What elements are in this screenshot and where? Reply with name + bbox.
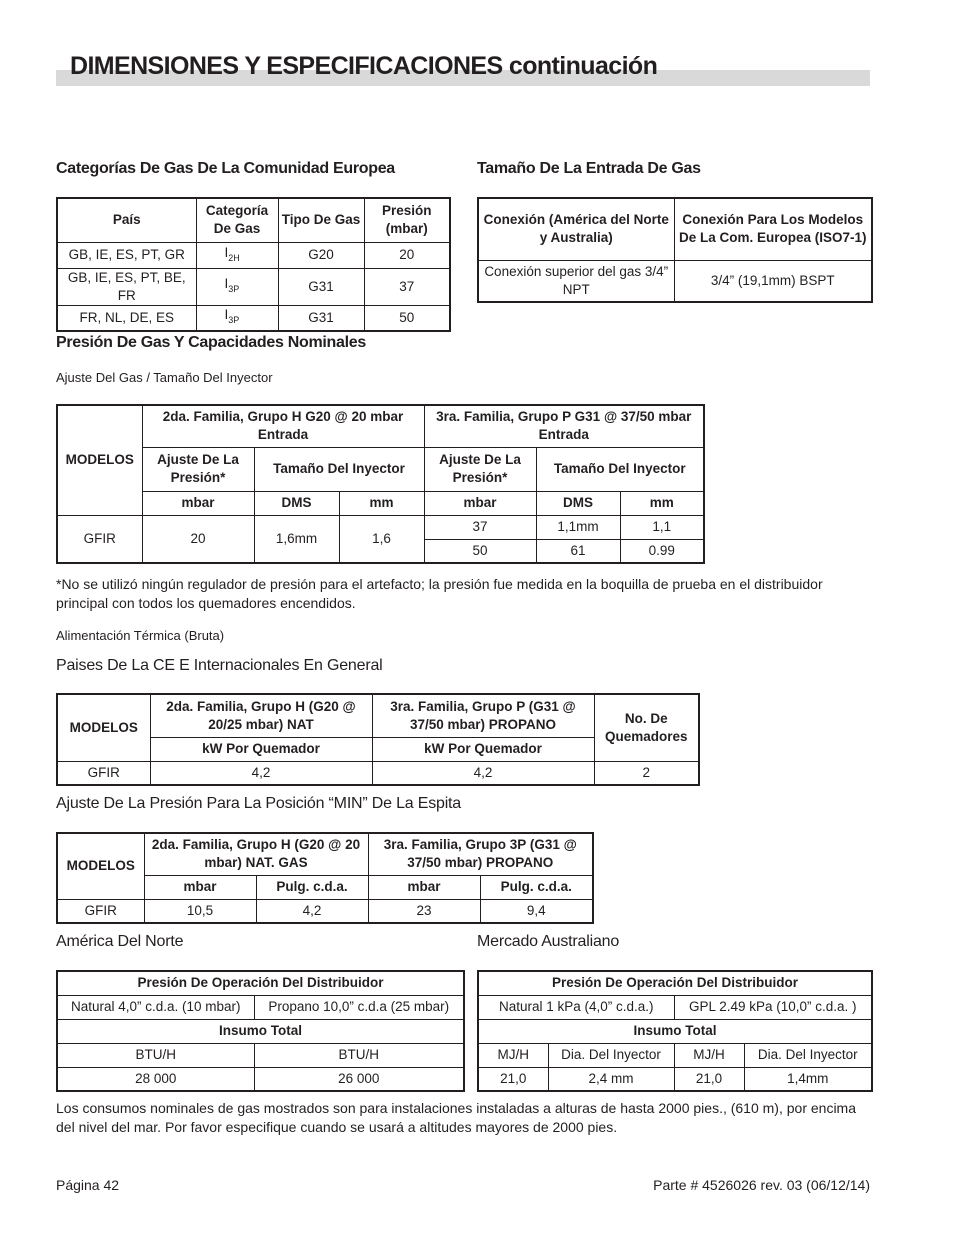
cell-cat-sub: 3P xyxy=(228,315,240,326)
na-heading: América Del Norte xyxy=(56,933,184,950)
cell-type: G31 xyxy=(278,268,364,305)
cell-unit: Dia. Del Inyector xyxy=(744,1043,872,1067)
header-ajuste: Ajuste De La Presión* xyxy=(142,447,254,491)
header-presion-operacion: Presión De Operación Del Distribuidor xyxy=(57,971,464,995)
inlet-table xyxy=(477,197,873,303)
cell-propano-mbar: 23 xyxy=(368,899,480,923)
cell-country: GB, IE, ES, PT, BE, FR xyxy=(57,268,196,305)
header-tamano: Tamaño Del Inyector xyxy=(536,447,704,491)
header-dms: DMS xyxy=(536,491,620,515)
header-pulg: Pulg. c.d.a. xyxy=(480,875,593,899)
header-insumo-total: Insumo Total xyxy=(57,1019,464,1043)
part-number: Parte # 4526026 rev. 03 (06/12/14) xyxy=(653,1177,870,1193)
cell-cat: I xyxy=(224,244,229,260)
header-presion-operacion: Presión De Operación Del Distribuidor xyxy=(478,971,872,995)
cell-value: 2,4 mm xyxy=(548,1067,674,1091)
header-fam3: 3ra. Familia, Grupo 3P (G31 @ 37/50 mbar) PROPANO xyxy=(368,833,593,875)
cell-value: 21,0 xyxy=(674,1067,744,1091)
header-conexion-eu: Conexión Para Los Modelos De La Com. Europea (ISO7-1) xyxy=(674,198,872,260)
cell-g31-dms: 61 xyxy=(536,539,620,563)
cell-unit: MJ/H xyxy=(674,1043,744,1067)
header-kw: kW Por Quemador xyxy=(372,737,594,761)
cell-unit: Dia. Del Inyector xyxy=(548,1043,674,1067)
table-row xyxy=(57,515,704,539)
cell-model: GFIR xyxy=(57,899,144,923)
cell-cat: I xyxy=(224,307,229,323)
header-fam2: 2da. Familia, Grupo H (G20 @ 20/25 mbar) NAT xyxy=(150,694,372,737)
altitude-note: Los consumos nominales de gas mostrados son para instalaciones instaladas a alturas de hasta 2000 pies., (610 m), por encima del nivel del mar. Por favor especifique cuando se usará a altitudes mayores de 2000 pies. xyxy=(56,1100,857,1135)
header-dms: DMS xyxy=(254,491,339,515)
cell-cat: I xyxy=(224,276,229,291)
cell-kw-propano: 4,2 xyxy=(372,761,594,785)
cell-natural: Natural 1 kPa (4,0” c.d.a.) xyxy=(478,995,674,1019)
header-insumo-total: Insumo Total xyxy=(478,1019,872,1043)
cell-g20-dms: 1,6mm xyxy=(254,515,339,563)
cell-g31-mbar: 50 xyxy=(424,539,536,563)
header-presion: Presión (mbar) xyxy=(364,198,450,242)
table-row xyxy=(478,1067,872,1091)
cell-unit: MJ/H xyxy=(478,1043,548,1067)
table-row xyxy=(57,242,450,268)
header-fam2: 2da. Familia, Grupo H (G20 @ 20 mbar) NAT. GAS xyxy=(144,833,368,875)
cell-cat-sub: 2H xyxy=(228,252,240,263)
pressure-note: *No se utilizó ningún regulador de presión para el artefacto; la presión fue medida en la boquilla de prueba en el distribuidor principal con todos los quemadores encendidos. xyxy=(56,576,823,611)
minpos-heading: Ajuste De La Presión Para La Posición “MIN” De La Espita xyxy=(56,795,461,812)
cell-value: 1,4mm xyxy=(744,1067,872,1091)
cell-value: 21,0 xyxy=(478,1067,548,1091)
thermal-table xyxy=(56,693,700,786)
header-pais: País xyxy=(57,198,196,242)
header-conexion-na: Conexión (América del Norte y Australia) xyxy=(478,198,674,260)
eu-gas-table xyxy=(56,197,451,332)
injector-table xyxy=(56,404,705,564)
cell-country: FR, NL, DE, ES xyxy=(57,305,196,331)
header-modelos: MODELOS xyxy=(57,833,144,899)
thermal-heading: Paises De La CE E Internacionales En General xyxy=(56,657,383,674)
cell-nat-mbar: 10,5 xyxy=(144,899,256,923)
eu-heading: Categorías De Gas De La Comunidad Europea xyxy=(56,160,395,177)
header-mm: mm xyxy=(339,491,424,515)
cell-pressure: 50 xyxy=(364,305,450,331)
cell-unit: BTU/H xyxy=(254,1043,464,1067)
cell-country: GB, IE, ES, PT, GR xyxy=(57,242,196,268)
cell-gpl: GPL 2.49 kPa (10,0” c.d.a. ) xyxy=(674,995,872,1019)
au-heading: Mercado Australiano xyxy=(477,933,620,950)
cell-model: GFIR xyxy=(57,515,142,563)
header-mm: mm xyxy=(620,491,704,515)
cell-type: G31 xyxy=(278,305,364,331)
inlet-heading: Tamaño De La Entrada De Gas xyxy=(477,160,701,177)
table-row xyxy=(57,899,593,923)
cell-g20-mm: 1,6 xyxy=(339,515,424,563)
cell-kw-nat: 4,2 xyxy=(150,761,372,785)
cell-type: G20 xyxy=(278,242,364,268)
table-row xyxy=(57,268,450,305)
header-mbar: mbar xyxy=(142,491,254,515)
header-quemadores: No. De Quemadores xyxy=(594,694,699,761)
cell-conexion-na: Conexión superior del gas 3/4” NPT xyxy=(478,260,674,302)
cell-conexion-eu: 3/4” (19,1mm) BSPT xyxy=(674,260,872,302)
pressure-subheading: Ajuste Del Gas / Tamaño Del Inyector xyxy=(56,370,273,385)
page-title: DIMENSIONES Y ESPECIFICACIONES continuación xyxy=(70,52,658,80)
table-row xyxy=(57,1067,464,1091)
header-fam3: 3ra. Familia, Grupo P (G31 @ 37/50 mbar) PROPANO xyxy=(372,694,594,737)
header-mbar: mbar xyxy=(144,875,256,899)
thermal-label: Alimentación Térmica (Bruta) xyxy=(56,628,225,643)
cell-g31-mm: 0.99 xyxy=(620,539,704,563)
table-row xyxy=(478,260,872,302)
header-ajuste: Ajuste De La Presión* xyxy=(424,447,536,491)
header-tipo: Tipo De Gas xyxy=(278,198,364,242)
cell-value-natural: 28 000 xyxy=(57,1067,254,1091)
table-row xyxy=(57,761,699,785)
minpos-table xyxy=(56,832,594,924)
cell-propano: Propano 10,0” c.d.a (25 mbar) xyxy=(254,995,464,1019)
na-table xyxy=(56,970,465,1092)
cell-nat-pulg: 4,2 xyxy=(256,899,368,923)
cell-unit: BTU/H xyxy=(57,1043,254,1067)
cell-natural: Natural 4,0” c.d.a. (10 mbar) xyxy=(57,995,254,1019)
cell-value-propano: 26 000 xyxy=(254,1067,464,1091)
cell-g31-mbar: 37 xyxy=(424,515,536,539)
cell-g31-dms: 1,1mm xyxy=(536,515,620,539)
header-tamano: Tamaño Del Inyector xyxy=(254,447,424,491)
cell-model: GFIR xyxy=(57,761,150,785)
cell-cat-sub: 3P xyxy=(228,284,240,294)
header-pulg: Pulg. c.d.a. xyxy=(256,875,368,899)
page-number: Página 42 xyxy=(56,1177,120,1193)
header-kw: kW Por Quemador xyxy=(150,737,372,761)
header-categoria: Categoría De Gas xyxy=(196,198,278,242)
pressure-heading: Presión De Gas Y Capacidades Nominales xyxy=(56,334,366,351)
header-mbar: mbar xyxy=(368,875,480,899)
cell-g20-mbar: 20 xyxy=(142,515,254,563)
cell-quemadores: 2 xyxy=(594,761,699,785)
header-fam3: 3ra. Familia, Grupo P G31 @ 37/50 mbar Entrada xyxy=(424,405,704,447)
au-table xyxy=(477,970,873,1092)
cell-pressure: 37 xyxy=(364,268,450,305)
cell-g31-mm: 1,1 xyxy=(620,515,704,539)
table-row xyxy=(57,305,450,331)
header-modelos: MODELOS xyxy=(57,694,150,761)
cell-propano-pulg: 9,4 xyxy=(480,899,593,923)
header-mbar: mbar xyxy=(424,491,536,515)
header-modelos: MODELOS xyxy=(57,405,142,515)
header-fam2: 2da. Familia, Grupo H G20 @ 20 mbar Entrada xyxy=(142,405,424,447)
cell-pressure: 20 xyxy=(364,242,450,268)
